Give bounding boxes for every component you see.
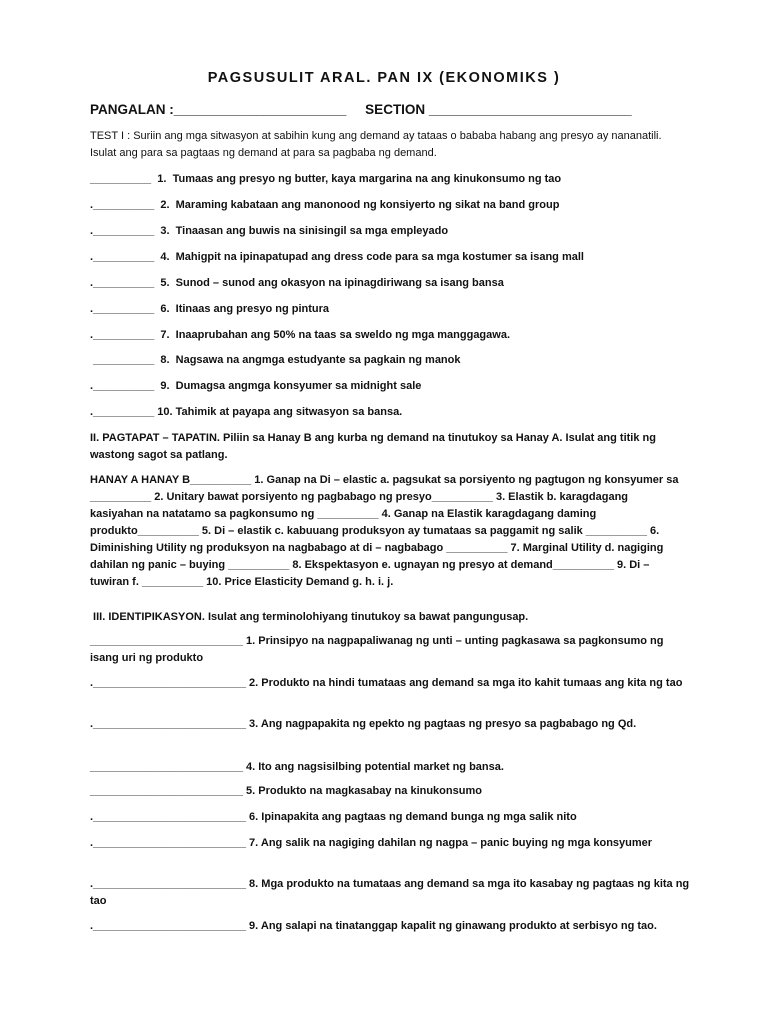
test3-instruction: III. IDENTIPIKASYON. Isulat ang terminolohiyang tinutukoy sa bawat pangungusap. bbox=[90, 611, 529, 623]
test1-item-3: .__________ 3. Tinaasan ang buwis na sinisingil sa mga empleyado bbox=[90, 225, 449, 237]
test3-item-2: ._________________________ 2. Produkto na hindi tumataas ang demand sa mga ito kahit tumaas ang kita ng tao bbox=[90, 677, 683, 689]
test3-item-8: ._________________________ 8. Mga produkto na tumataas ang demand sa mga ito kasabay ng pagtaas ng kita ng tao bbox=[90, 878, 690, 907]
test3-item-1: _________________________ 1. Prinsipyo na nagpapaliwanag ng unti – unting pagkasawa sa pagkonsumo ng isang uri ng produkto bbox=[90, 635, 664, 664]
test1-item-6: .__________ 6. Itinaas ang presyo ng pintura bbox=[90, 303, 330, 315]
test1-instruction: TEST I : Suriin ang mga sitwasyon at sabihin kung ang demand ay tataas o bababa habang ang presyo ay nananatili. Isulat ang para sa pagtaas ng demand at para sa pagbaba ng demand. bbox=[90, 130, 662, 159]
test1-item-1: __________ 1. Tumaas ang presyo ng butter, kaya margarina na ang kinukonsumo ng tao bbox=[90, 173, 562, 185]
test1-item-8: __________ 8. Nagsawa na angmga estudyante sa pagkain ng manok bbox=[90, 354, 461, 366]
test1-item-7: .__________ 7. Inaaprubahan ang 50% na taas sa sweldo ng mga manggagawa. bbox=[90, 329, 511, 341]
test3-item-3: ._________________________ 3. Ang nagpapakita ng epekto ng pagtaas ng presyo sa pagbabago ng Qd. bbox=[90, 718, 637, 730]
test2-instruction: II. PAGTAPAT – TAPATIN. Piliin sa Hanay B ang kurba ng demand na tinutukoy sa Hanay A. Isulat ang titik ng wastong sagot sa patlang. bbox=[90, 432, 656, 461]
test2-matching-body: HANAY A HANAY B__________ 1. Ganap na Di – elastic a. pagsukat sa porsiyento ng pagtugon ng konsyumer sa __________ 2. Unitary bawat porsiyento ng pagbabago ng presyo__________ 3. Elastik b. karagdagang kasiyahan na natatamo sa pagkonsumo ng __________ 4. Ganap na Elastik karagdagang daming produkto__________ 5. Di – elastik c. kabuuang produksyon ay tumataas sa paggamit ng salik __________ 6. Diminishing Utility ng produksyon na nagbabago at di – nagbabago __________ 7. Marginal Utility d. nagiging dahilan ng panic – buying __________ 8. Ekspektasyon e. ugnayan ng presyo at demand__________ 9. Di – tuwiran f. __________ 10. Price Elasticity Demand g. h. i. j. bbox=[90, 474, 679, 588]
page-title: PAGSUSULIT ARAL. PAN IX (EKONOMIKS ) bbox=[207, 70, 561, 86]
test3-item-4: _________________________ 4. Ito ang nagsisilbing potential market ng bansa. bbox=[90, 761, 504, 773]
name-section-line: PANGALAN :_______________________ SECTION ___________________________ bbox=[90, 102, 632, 117]
test1-item-5: .__________ 5. Sunod – sunod ang okasyon na ipinagdiriwang sa isang bansa bbox=[90, 277, 504, 289]
test3-item-6: ._________________________ 6. Ipinapakita ang pagtaas ng demand bunga ng mga salik nito bbox=[90, 811, 577, 823]
test3-item-9: ._________________________ 9. Ang salapi na tinatanggap kapalit ng ginawang produkto at serbisyo ng tao. bbox=[90, 920, 657, 932]
test3-item-5: _________________________ 5. Produkto na magkasabay na kinukonsumo bbox=[90, 785, 482, 797]
test1-item-10: .__________ 10. Tahimik at payapa ang sitwasyon sa bansa. bbox=[90, 406, 403, 418]
test1-item-9: .__________ 9. Dumagsa angmga konsyumer sa midnight sale bbox=[90, 380, 422, 392]
test1-item-4: .__________ 4. Mahigpit na ipinapatupad ang dress code para sa mga kostumer sa isang mall bbox=[90, 251, 584, 263]
test3-item-7: ._________________________ 7. Ang salik na nagiging dahilan ng nagpa – panic buying ng mga konsyumer bbox=[90, 837, 653, 849]
test1-item-2: .__________ 2. Maraming kabataan ang manonood ng konsiyerto ng sikat na band group bbox=[90, 199, 560, 211]
